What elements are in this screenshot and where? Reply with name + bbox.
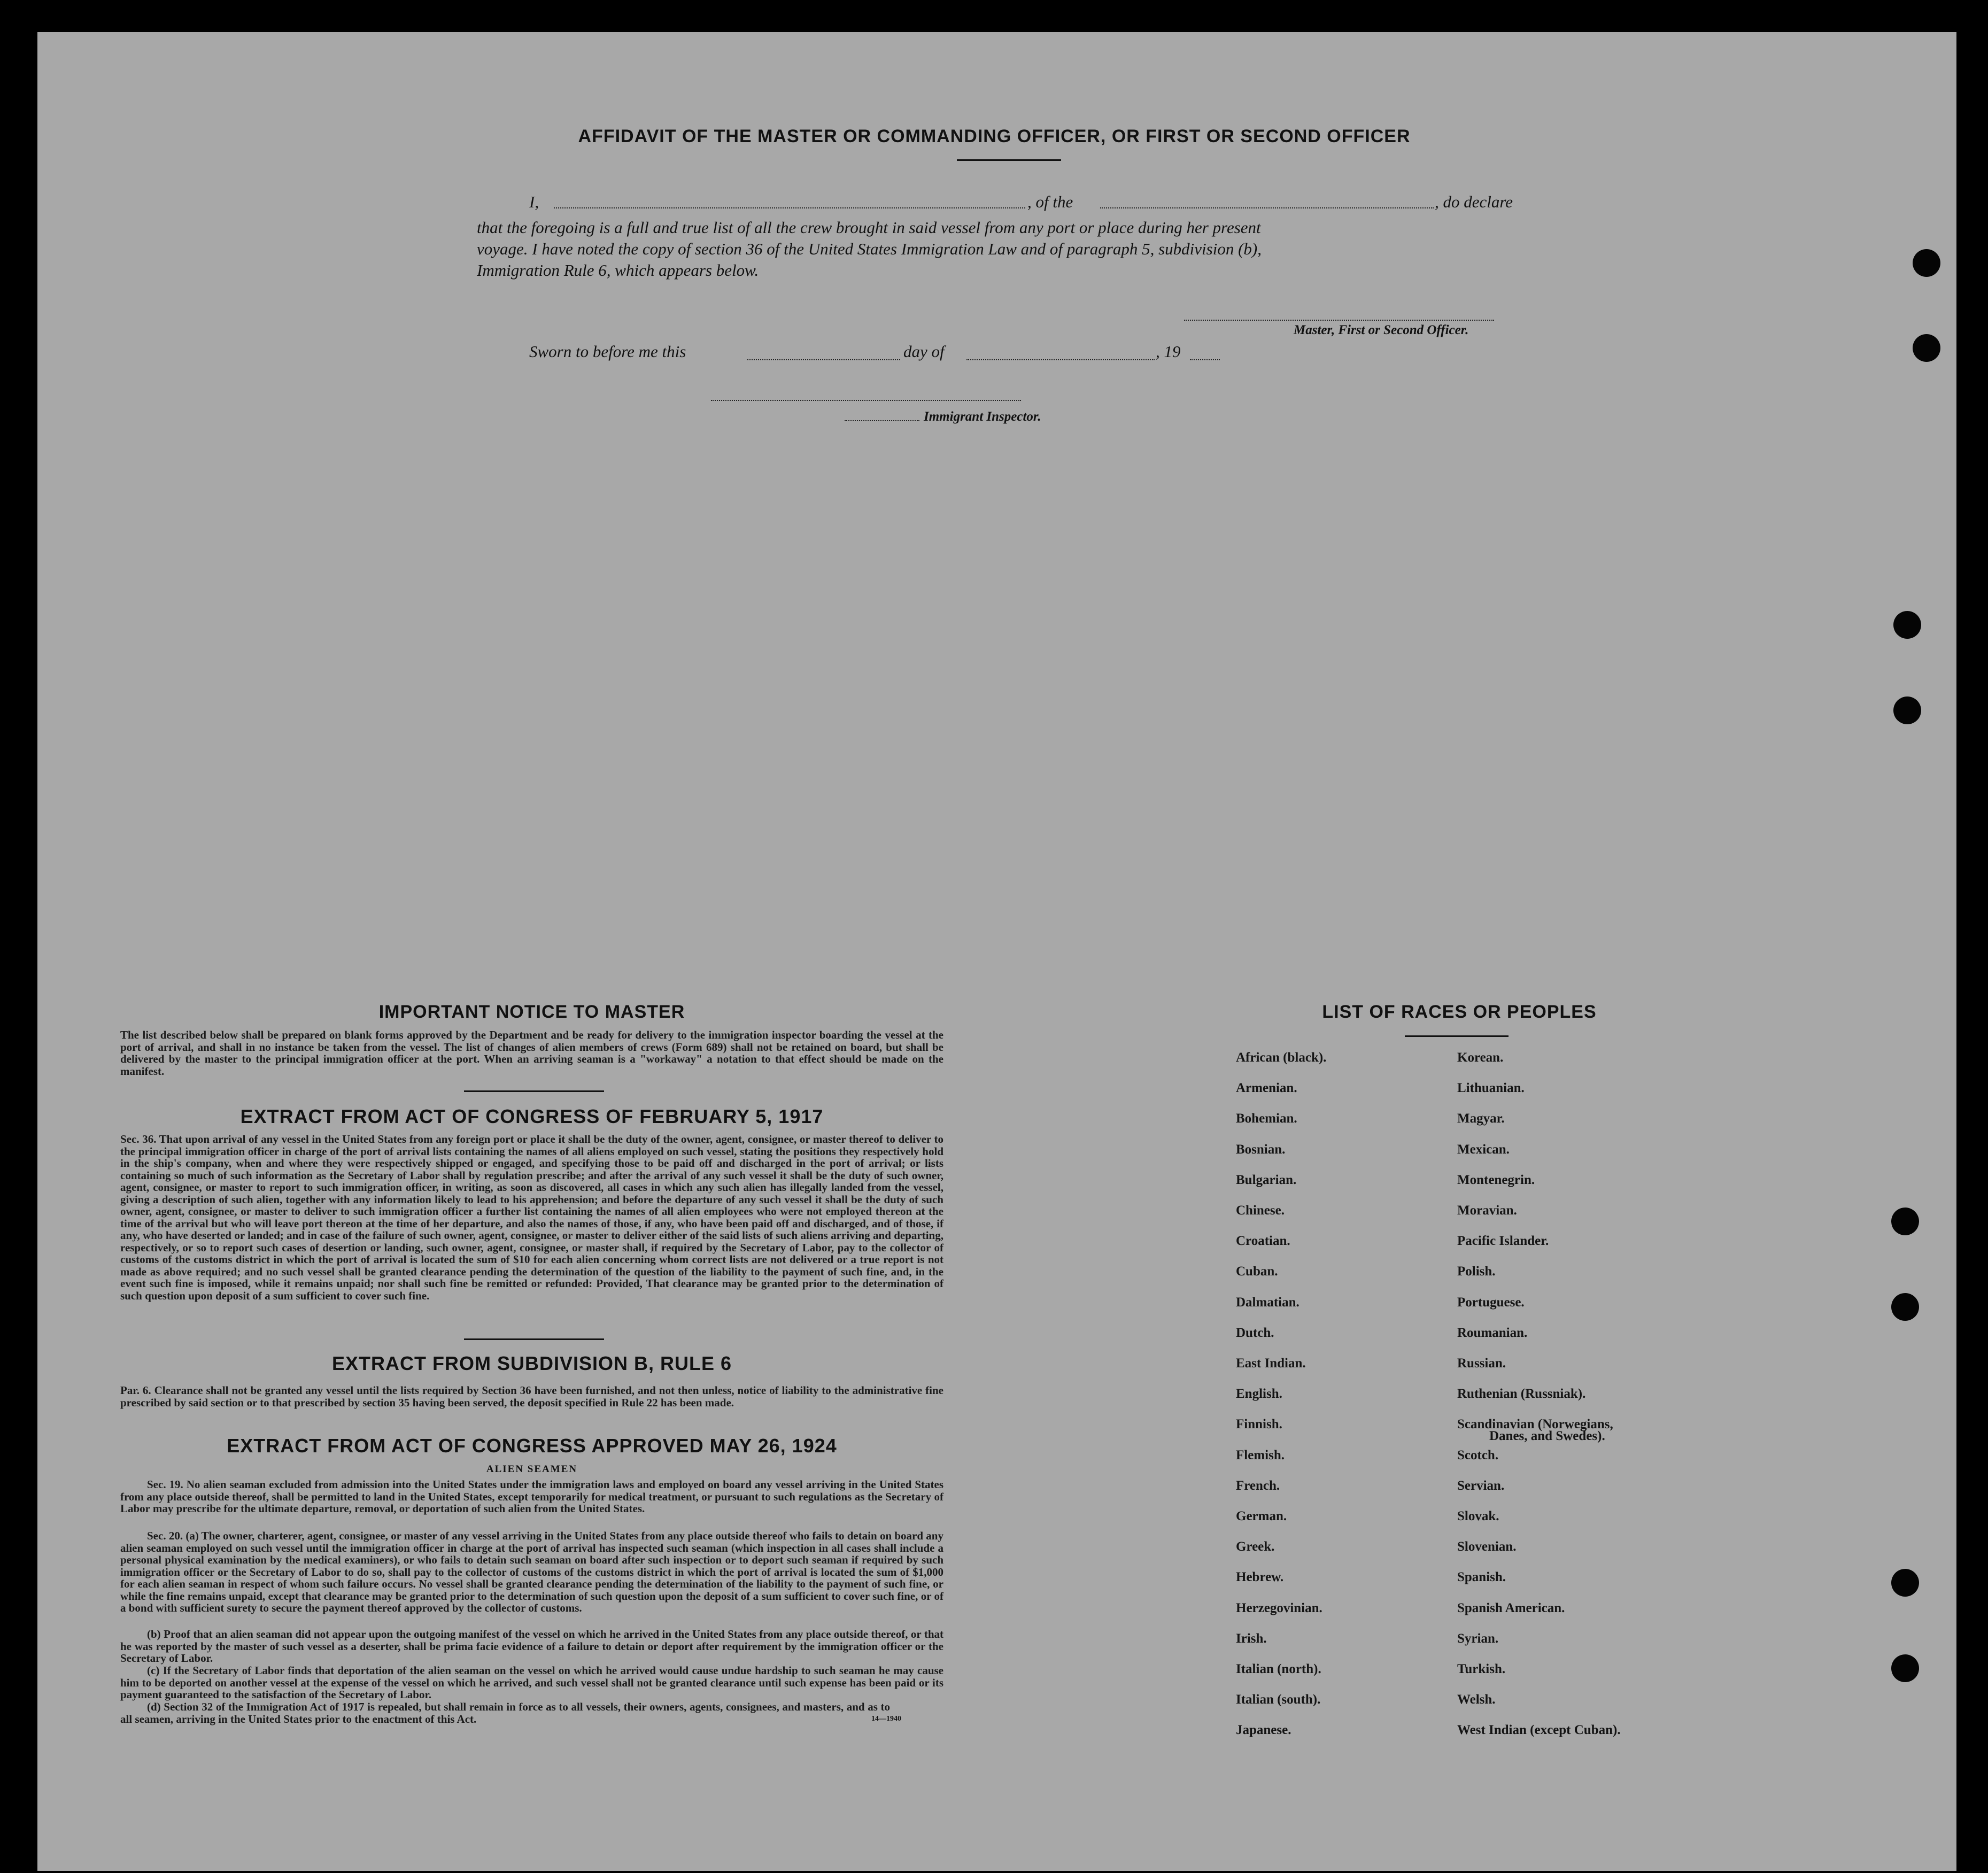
race-item: Ruthenian (Russniak). bbox=[1457, 1387, 1586, 1402]
punch-hole bbox=[1891, 1654, 1919, 1682]
extract1924-title: EXTRACT FROM ACT OF CONGRESS APPROVED MAY 26, 1924 bbox=[227, 1435, 837, 1457]
race-item-continuation: Danes, and Swedes). bbox=[1489, 1429, 1605, 1444]
divider bbox=[464, 1338, 604, 1340]
race-item: Portuguese. bbox=[1457, 1295, 1525, 1310]
sworn-month-field[interactable] bbox=[966, 359, 1155, 360]
race-item: Dalmatian. bbox=[1236, 1295, 1299, 1310]
race-item: Bohemian. bbox=[1236, 1111, 1297, 1126]
race-item: Scandinavian (Norwegians, bbox=[1457, 1417, 1613, 1432]
race-item: Greek. bbox=[1236, 1539, 1275, 1554]
sworn-label: Sworn to before me this bbox=[529, 342, 686, 361]
name-field[interactable] bbox=[554, 207, 1025, 208]
punch-hole bbox=[1891, 1208, 1919, 1235]
race-item: French. bbox=[1236, 1478, 1280, 1493]
affidavit-of-the: , of the bbox=[1027, 192, 1073, 211]
race-item: Syrian. bbox=[1457, 1631, 1499, 1646]
punch-hole bbox=[1891, 1569, 1919, 1597]
race-item: Polish. bbox=[1457, 1264, 1496, 1279]
master-signature-label: Master, First or Second Officer. bbox=[1294, 323, 1469, 337]
sworn-line bbox=[529, 342, 1224, 366]
inspector-label: Immigrant Inspector. bbox=[924, 409, 1041, 424]
race-item: Moravian. bbox=[1457, 1203, 1517, 1218]
inspector-short-line bbox=[845, 420, 919, 421]
race-item: Italian (south). bbox=[1236, 1692, 1321, 1707]
race-item: Bulgarian. bbox=[1236, 1172, 1297, 1187]
race-item: Magyar. bbox=[1457, 1111, 1505, 1126]
affidavit-declare: , do declare bbox=[1435, 192, 1513, 211]
race-item: Mexican. bbox=[1457, 1142, 1510, 1157]
race-item: Korean. bbox=[1457, 1050, 1504, 1065]
affidavit-line3: voyage. I have noted the copy of section 36 of the United States Immigration Law and of paragraph 5, subdivision (b), bbox=[477, 239, 1262, 258]
race-item: Servian. bbox=[1457, 1478, 1505, 1493]
race-item: Spanish. bbox=[1457, 1570, 1506, 1585]
extract1924-sec19: Sec. 19. No alien seaman excluded from admission into the United States under the immigration laws and employed on board any vessel arriving in the United States from any place outside thereof, shall be permitted to land in the United States, except temporarily for medical treatment, or pursuant to such regulations as the Secretary of Labor may prescribe for the ultimate departure, removal, or deportation of such alien from the United States. bbox=[120, 1478, 943, 1515]
race-item: Dutch. bbox=[1236, 1325, 1274, 1340]
race-item: Cuban. bbox=[1236, 1264, 1278, 1279]
sworn-day-of: day of bbox=[903, 342, 945, 361]
race-item: Turkish. bbox=[1457, 1662, 1506, 1676]
punch-hole bbox=[1913, 334, 1940, 362]
extract1924-sec20a: Sec. 20. (a) The owner, charterer, agent, consignee, or master of any vessel arriving in the United States from any place outside thereof who fails to detain on board any alien seaman employed on such vessel until the immigration officer in charge at the port of arrival has inspected such seaman (which inspection in all cases shall include a personal physical examination by the medical examiners), or who fails to detain such seaman on board after such inspection or to deport such seaman if required by such immigration officer or the Secretary of Labor to do so, shall pay to the collector of customs of the customs district in which the port of arrival is located the sum of $1,000 for each alien seaman in respect of whom such failure occurs. No vessel shall be granted clearance pending the determination of the liability to the payment of such fine, or while the fine remains unpaid, except that clearance may be granted prior to the determination of such question upon the deposit of a sum sufficient to cover such fine, or of a bond with sufficient surety to secure the payment thereof approved by the collector of customs. bbox=[120, 1529, 943, 1614]
rule6-text: Par. 6. Clearance shall not be granted any vessel until the lists required by Section 36 have been furnished, and not then unless, notice of liability to the administrative fine prescribed by said section or to that prescribed by section 35 having been served, the deposit specified in Rule 22 has been made. bbox=[120, 1384, 943, 1409]
race-item: Italian (north). bbox=[1236, 1662, 1321, 1676]
punch-hole bbox=[1913, 249, 1940, 277]
race-item: Chinese. bbox=[1236, 1203, 1285, 1218]
race-item: Herzegovinian. bbox=[1236, 1600, 1322, 1615]
race-item: African (black). bbox=[1236, 1050, 1327, 1065]
race-item: Russian. bbox=[1457, 1356, 1506, 1371]
race-item: Slovak. bbox=[1457, 1509, 1499, 1523]
inspector-signature-line[interactable] bbox=[711, 400, 1021, 401]
affidavit-line2: that the foregoing is a full and true list of all the crew brought in said vessel from any port or place during her present bbox=[477, 218, 1261, 237]
race-item: Croatian. bbox=[1236, 1234, 1290, 1249]
race-item: Spanish American. bbox=[1457, 1600, 1565, 1615]
race-item: Armenian. bbox=[1236, 1081, 1297, 1096]
race-item: Pacific Islander. bbox=[1457, 1234, 1549, 1249]
divider bbox=[1405, 1035, 1509, 1037]
race-item: Hebrew. bbox=[1236, 1570, 1284, 1585]
race-item: Roumanian. bbox=[1457, 1325, 1528, 1340]
race-item: German. bbox=[1236, 1509, 1287, 1523]
affidavit-line4: Immigration Rule 6, which appears below. bbox=[477, 261, 759, 280]
form-number: 14—1940 bbox=[871, 1715, 901, 1723]
vessel-field[interactable] bbox=[1100, 207, 1434, 208]
race-item: Lithuanian. bbox=[1457, 1081, 1525, 1096]
sworn-year-field[interactable] bbox=[1190, 359, 1220, 360]
race-item: Japanese. bbox=[1236, 1723, 1291, 1738]
sworn-year: , 19 bbox=[1156, 342, 1181, 361]
race-item: Flemish. bbox=[1236, 1448, 1285, 1462]
punch-hole bbox=[1893, 696, 1921, 724]
divider bbox=[464, 1090, 604, 1092]
extract1924-sec20d: (d) Section 32 of the Immigration Act of 1917 is repealed, but shall remain in force as to all vessels, their owners, agents, consignees, and masters, and as to all seamen, arriving in the United States prior to the enactment of this Act. bbox=[120, 1700, 890, 1725]
race-item: Scotch. bbox=[1457, 1448, 1499, 1462]
notice-text: The list described below shall be prepared on blank forms approved by the Department and be ready for delivery to the immigration inspector boarding the vessel at the port of arrival, and shall in no instance be taken from the vessel. The list of changes of alien members of crews (Form 689) shall not be retained on board, but shall be delivered by the master to the principal immigration officer at the port. When an arriving seaman is a "workaway" a notation to that effect should be made on the manifest. bbox=[120, 1028, 943, 1078]
extract1917-title: EXTRACT FROM ACT OF CONGRESS OF FEBRUARY 5, 1917 bbox=[240, 1105, 824, 1127]
master-signature-line[interactable] bbox=[1184, 320, 1494, 321]
rule6-title: EXTRACT FROM SUBDIVISION B, RULE 6 bbox=[331, 1352, 732, 1374]
race-item: Irish. bbox=[1236, 1631, 1267, 1646]
extract1924-subtitle: ALIEN SEAMEN bbox=[486, 1464, 578, 1475]
extract1917-text: Sec. 36. That upon arrival of any vessel in the United States from any foreign port or place it shall be the duty of the owner, agent, consignee, or master thereof to deliver to the principal immigration officer in charge of the port of arrival lists containing the names of all aliens employed on such vessel, stating the positions they respectively hold in the ship's company, when and where they were respectively shipped or engaged, and specifying those to be paid off and discharged in the port of arrival; or lists containing so much of such information as the Secretary of Labor shall by regulation prescribe; and after the arrival of any such vessel it shall be the duty of such owner, agent, consignee, or master to report to such immigration officer, in writing, as soon as discovered, all cases in which any such alien has illegally landed from the vessel, giving a description of such alien, together with any information likely to lead to his apprehension; and before the departure of any such vessel it shall be the duty of such owner, agent, consignee, or master to deliver to such immigration officer a further list containing the names of all alien employees who were not employed thereon at the time of the arrival but who will leave port thereon at the time of her departure, and also the names of those, if any, who have been paid off and discharged, and of those, if any, who have deserted or landed; and in case of the failure of such owner, agent, consignee, or master to deliver either of the said lists of such aliens arriving and departing, respectively, or so to report such cases of desertion or landing, such owner, agent, consignee, or master shall, if required by the Secretary of Labor, pay to the collector of customs of the customs district in which the port of arrival is located the sum of $10 for each alien concerning whom correct lists are not delivered or a true report is not made as above required; and no such vessel shall be granted clearance pending the determination of the question of the liability to the payment of such fine, and, in the event such fine is imposed, while it remains unpaid; nor shall such fine be remitted or refunded: Provided, That clearance may be granted prior to the determination of such question upon deposit of a sum sufficient to cover such fine. bbox=[120, 1133, 943, 1302]
race-item: Slovenian. bbox=[1457, 1539, 1517, 1554]
divider bbox=[957, 159, 1061, 161]
notice-title: IMPORTANT NOTICE TO MASTER bbox=[378, 1002, 685, 1022]
race-item: East Indian. bbox=[1236, 1356, 1306, 1371]
race-item: Bosnian. bbox=[1236, 1142, 1286, 1157]
race-item: Montenegrin. bbox=[1457, 1172, 1535, 1187]
race-item: West Indian (except Cuban). bbox=[1457, 1723, 1621, 1738]
extract1924-sec20c: (c) If the Secretary of Labor finds that deportation of the alien seaman on the vessel on which he arrived would cause undue hardship to such seaman he may cause him to be deported on another vessel at the expense of the vessel on which he arrived, and such vessel shall not be granted clearance until such expense has been paid or its payment guaranteed to the satisfaction of the Secretary of Labor. bbox=[120, 1664, 943, 1701]
races-title: LIST OF RACES OR PEOPLES bbox=[1322, 1002, 1597, 1022]
affidavit-line1 bbox=[529, 192, 1545, 216]
race-item: Welsh. bbox=[1457, 1692, 1496, 1707]
affidavit-i: I, bbox=[529, 192, 539, 211]
punch-hole bbox=[1893, 611, 1921, 639]
sworn-day-field[interactable] bbox=[747, 359, 900, 360]
race-item: Finnish. bbox=[1236, 1417, 1282, 1432]
race-item: English. bbox=[1236, 1387, 1282, 1402]
affidavit-title: AFFIDAVIT OF THE MASTER OR COMMANDING OFFICER, OR FIRST OR SECOND OFFICER bbox=[578, 126, 1411, 146]
extract1924-sec20b: (b) Proof that an alien seaman did not appear upon the outgoing manifest of the vessel on which he arrived in the United States from any place outside thereof, or that he was reported by the master of such vessel as a deserter, shall be prima facie evidence of a failure to detain or deport after requirement by the immigration officer or the Secretary of Labor. bbox=[120, 1628, 943, 1665]
punch-hole bbox=[1891, 1293, 1919, 1321]
